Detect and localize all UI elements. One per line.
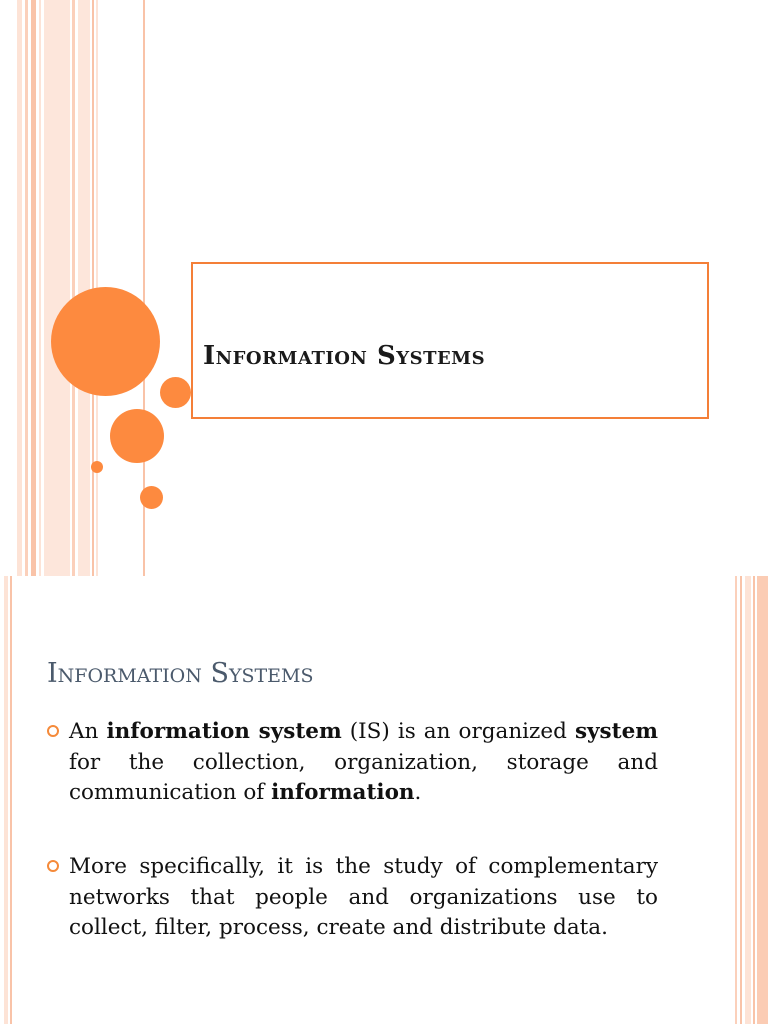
decor-stripe <box>17 0 22 576</box>
decor-circle-tiny <box>91 461 103 473</box>
decor-circle-medium <box>110 409 164 463</box>
decor-stripe <box>25 0 28 576</box>
text-run: for the collection, organization, storage and communication of <box>69 749 658 805</box>
text-run: An <box>69 719 107 744</box>
decor-stripe <box>740 576 742 1024</box>
text-run: More specifically, it is the study of complementary networks that people and organizations use to collect, filter, process, create and distribute data. <box>69 854 658 940</box>
bullet-text <box>69 852 658 944</box>
decor-stripe <box>4 576 8 1024</box>
decor-stripe <box>757 576 768 1024</box>
text-run: . <box>414 780 422 805</box>
decor-stripe <box>78 0 90 576</box>
bullet-ring-icon <box>47 860 59 872</box>
slide-heading: Information Systems <box>47 658 314 689</box>
decor-stripe <box>44 0 70 576</box>
title-frame <box>191 262 709 419</box>
decor-stripe <box>735 576 737 1024</box>
bold-term: information system <box>106 719 342 744</box>
decor-stripe <box>745 576 751 1024</box>
bullet-ring-icon <box>47 725 59 737</box>
decor-circle-small <box>160 377 191 408</box>
decor-stripe <box>31 0 36 576</box>
bold-term: information <box>271 780 415 805</box>
bullet-item <box>47 717 658 809</box>
decor-circle-large <box>51 287 160 396</box>
bullet-text <box>69 717 658 809</box>
decor-stripe <box>753 576 755 1024</box>
decor-stripe <box>72 0 75 576</box>
decor-circle-small-2 <box>140 486 163 509</box>
text-run: (IS) is an organized <box>341 719 575 744</box>
content-slide <box>0 576 768 1024</box>
bold-term: system <box>574 719 658 744</box>
decor-stripe <box>39 0 41 576</box>
slide-title: Information Systems <box>203 341 486 371</box>
decor-stripe <box>10 576 12 1024</box>
bullet-item <box>47 852 658 944</box>
